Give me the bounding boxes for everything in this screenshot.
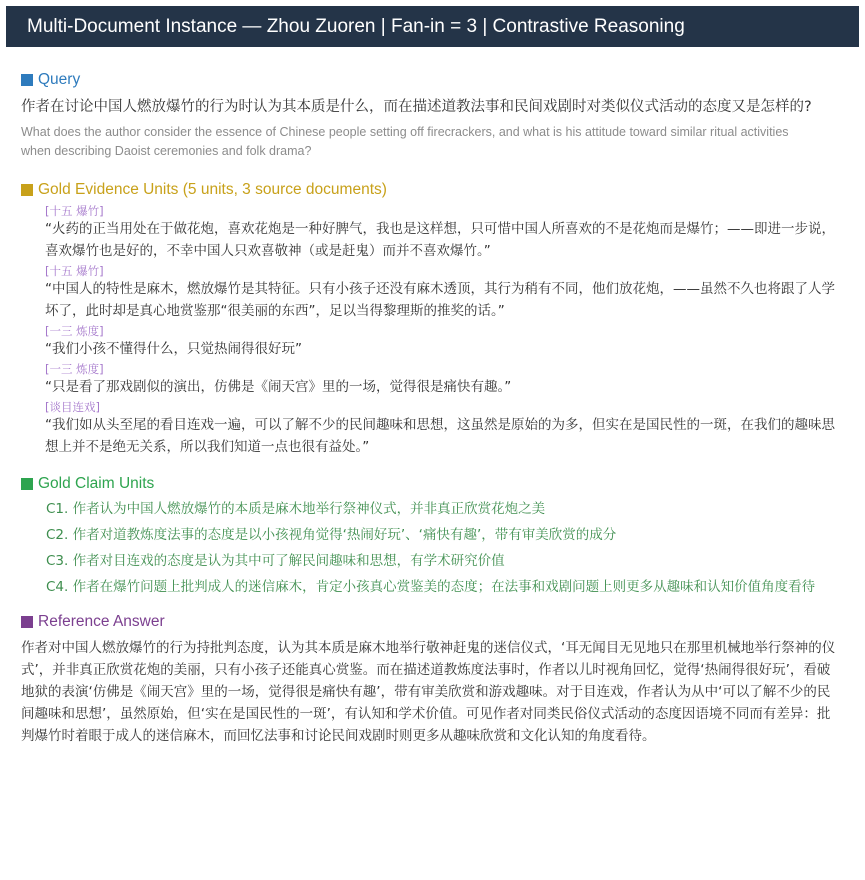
evidence-item: [45, 324, 847, 360]
reference-answer-text: 作者对中国人燃放爆竹的行为持批判态度，认为其本质是麻木地举行敬神赶鬼的迷信仪式，‘耳无闻目无见地只在那里机械地举行祭神的仪式’，并非真正欣赏花炮的美丽，只有小孩子还能真心赏鉴。而在描述道教炼度法事时，作者以儿时视角回忆，觉得‘热闹得很好玩’，看破地狱的表演‘仿佛是《闹天宫》里的一场，觉得很是痛快有趣’，带有审美欣赏和游戏趣味。对于目连戏，作者认为从中‘可以了解不少的民间趣味和思想’，虽然原始，但‘实在是国民性的一斑’，有认知和学术价值。可见作者对同类民俗仪式活动的态度因语境不同而有差异：批判爆竹时着眼于成人的迷信麻木，而回忆法事和讨论民间戏剧时则更多从趣味欣赏和文化认知的角度看待。: [21, 640, 836, 744]
evidence-text: “我们如从头至尾的看目连戏一遍，可以了解不少的民间趣味和思想，这虽然是原始的为多，但实在是国民性的一斑，在我们的趣味思想上并不是绝无关系，所以我们知道一点也很有益处。”: [45, 417, 835, 455]
evidence-source: [十五 爆竹]: [45, 204, 104, 218]
claim-item: C3. 作者对目连戏的态度是认为其中可了解民间趣味和思想，有学术研究价值: [46, 553, 505, 569]
evidence-list: [45, 204, 847, 458]
claim-item: C2. 作者对道教炼度法事的态度是以小孩视角觉得‘热闹好玩’、‘痛快有趣’，带有审美欣赏的成分: [46, 527, 617, 543]
query-square-icon: [21, 74, 33, 86]
page-title: Multi-Document Instance — Zhou Zuoren | Fan-in = 3 | Contrastive Reasoning: [6, 6, 859, 47]
gold-claims-section: [21, 472, 847, 598]
reference-heading: [21, 610, 847, 634]
evidence-text: “只是看了那戏剧似的演出，仿佛是《闹天宫》里的一场，觉得很是痛快有趣。”: [45, 379, 512, 395]
query-heading: [21, 68, 847, 92]
claim-item: C4. 作者在爆竹问题上批判成人的迷信麻木，肯定小孩真心赏鉴美的态度；在法事和戏剧问题上则更多从趣味和认知价值角度看待: [46, 579, 816, 595]
evidence-text: “中国人的特性是麻木，燃放爆竹是其特征。只有小孩子还没有麻木透顶，其行为稍有不同，他们放花炮，——虽然不久也将跟了人学坏了，此时却是真心地赏鉴那“很美丽的东西”，足以当得黎理斯的推奖的话。”: [45, 281, 835, 319]
claims-square-icon: [21, 478, 33, 490]
evidence-source: [一三 炼度]: [45, 362, 104, 376]
query-section: [21, 68, 847, 161]
gold-evidence-heading: [21, 178, 847, 202]
evidence-square-icon: [21, 184, 33, 196]
gold-claims-heading: [21, 472, 847, 496]
gold-evidence-section: [21, 178, 847, 458]
evidence-text: “火药的正当用处在于做花炮，喜欢花炮是一种好脾气，我也是这样想，只可惜中国人所喜欢的不是花炮而是爆竹；——即进一步说，喜欢爆竹也是好的，不幸中国人只欢喜敬神（或是赶鬼）而并不喜欢爆竹。”: [45, 221, 835, 259]
query-text-en: What does the author consider the essence of Chinese people setting off firecrackers, and what is his attitude toward similar ritual activities when describing Daoist ceremonies and folk drama?: [21, 125, 789, 158]
gold-evidence-heading-label: Gold Evidence Units (5 units, 3 source documents): [38, 181, 387, 198]
gold-claims-heading-label: Gold Claim Units: [38, 475, 155, 492]
evidence-text: “我们小孩不懂得什么，只觉热闹得很好玩”: [45, 341, 302, 357]
claim-list: [46, 498, 847, 598]
evidence-item: [45, 362, 847, 398]
evidence-item: [45, 400, 847, 458]
claim-item: C1. 作者认为中国人燃放爆竹的本质是麻木地举行祭神仪式，并非真正欣赏花炮之美: [46, 501, 546, 517]
evidence-item: [45, 264, 847, 322]
evidence-item: [45, 204, 847, 262]
document-body: [21, 68, 847, 747]
evidence-source: [谈目连戏]: [45, 400, 100, 414]
evidence-source: [十五 爆竹]: [45, 264, 104, 278]
reference-square-icon: [21, 616, 33, 628]
query-text-zh: 作者在讨论中国人燃放爆竹的行为时认为其本质是什么，而在描述道教法事和民间戏剧时对类似仪式活动的态度又是怎样的?: [21, 99, 812, 115]
query-heading-label: Query: [38, 71, 81, 88]
reference-heading-label: Reference Answer: [38, 613, 165, 630]
reference-section: [21, 610, 847, 747]
evidence-source: [一三 炼度]: [45, 324, 104, 338]
